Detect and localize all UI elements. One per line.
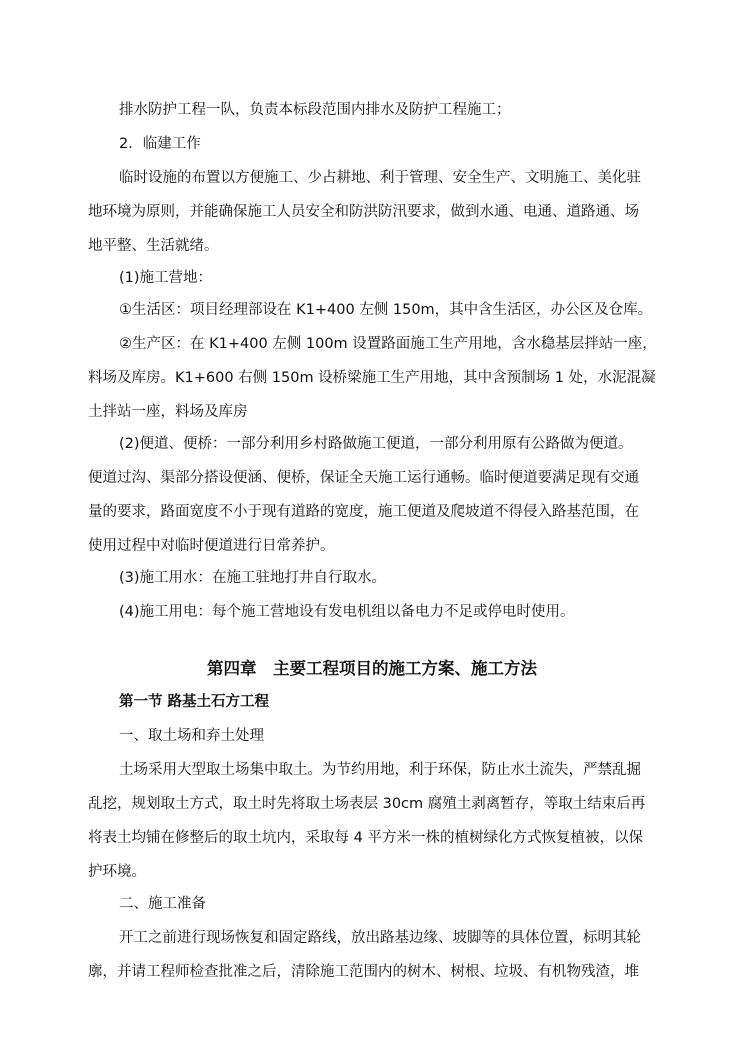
subheading-line: 2．临建工作 — [119, 136, 201, 152]
paragraph-line: (4)施工用电：每个施工营地设有发电机组以备电力不足或停电时使用。 — [119, 604, 575, 620]
paragraph-line: ②生产区：在 K1+400 左侧 100m 设置路面施工生产用地，含水稳基层拌站一座， — [119, 336, 657, 352]
subheading-line: (1)施工营地： — [119, 270, 213, 286]
paragraph-line: 排水防护工程一队，负责本标段范围内排水及防护工程施工； — [119, 102, 511, 118]
section-title: 第一节 路基土石方工程 — [119, 694, 270, 710]
paragraph-line: 将表土均铺在修整后的取土坑内，采取每 4 平方米一株的植树绿化方式恢复植被，以保 — [88, 830, 643, 846]
subheading-line: 二、施工准备 — [119, 896, 206, 912]
paragraph-line: 便道过沟、渠部分搭设便涵、便桥，保证全天施工运行通畅。临时便道要满足现有交通 — [88, 470, 639, 486]
paragraph-line: 地平整、生活就绪。 — [88, 238, 219, 254]
paragraph-line: 临时设施的布置以方便施工、少占耕地、利于管理、安全生产、文明施工、美化驻 — [119, 170, 641, 186]
paragraph-line: 料场及库房。K1+600 右侧 150m 设桥梁施工生产用地，其中含预制场 1 处，水泥混凝 — [88, 370, 656, 386]
paragraph-line: 地环境为原则，并能确保施工人员安全和防洪防汛要求，做到水通、电通、道路通、场 — [88, 204, 639, 220]
paragraph-line: (3)施工用水：在施工驻地打井自行取水。 — [119, 570, 387, 586]
paragraph-line: 量的要求，路面宽度不小于现有道路的宽度，施工便道及爬坡道不得侵入路基范围，在 — [88, 504, 639, 520]
paragraph-line: ①生活区：项目经理部设在 K1+400 左侧 150m，其中含生活区，办公区及仓库。 — [119, 302, 653, 318]
chapter-title: 第四章 主要工程项目的施工方案、施工方法 — [207, 659, 537, 678]
paragraph-line: 乱挖，规划取土方式，取土时先将取土场表层 30cm 腐殖土剥离暂存，等取土结束后再 — [88, 796, 646, 812]
paragraph-line: 土拌站一座，料场及库房 — [88, 404, 248, 420]
paragraph-line: 开工之前进行现场恢复和固定路线，放出路基边缘、坡脚等的具体位置，标明其轮 — [119, 930, 641, 946]
paragraph-line: (2)便道、便桥：一部分利用乡村路做施工便道，一部分利用原有公路做为便道。 — [119, 436, 633, 452]
paragraph-line: 廓，并请工程师检查批准之后，清除施工范围内的树木、树根、垃圾、有机物残渣，堆 — [88, 964, 639, 980]
paragraph-line: 土场采用大型取土场集中取土。为节约用地，利于环保，防止水土流失，严禁乱掘 — [119, 762, 641, 778]
paragraph-line: 护环境。 — [88, 864, 146, 880]
paragraph-line: 使用过程中对临时便道进行日常养护。 — [88, 538, 335, 554]
subheading-line: 一、取土场和弃土处理 — [119, 728, 264, 744]
